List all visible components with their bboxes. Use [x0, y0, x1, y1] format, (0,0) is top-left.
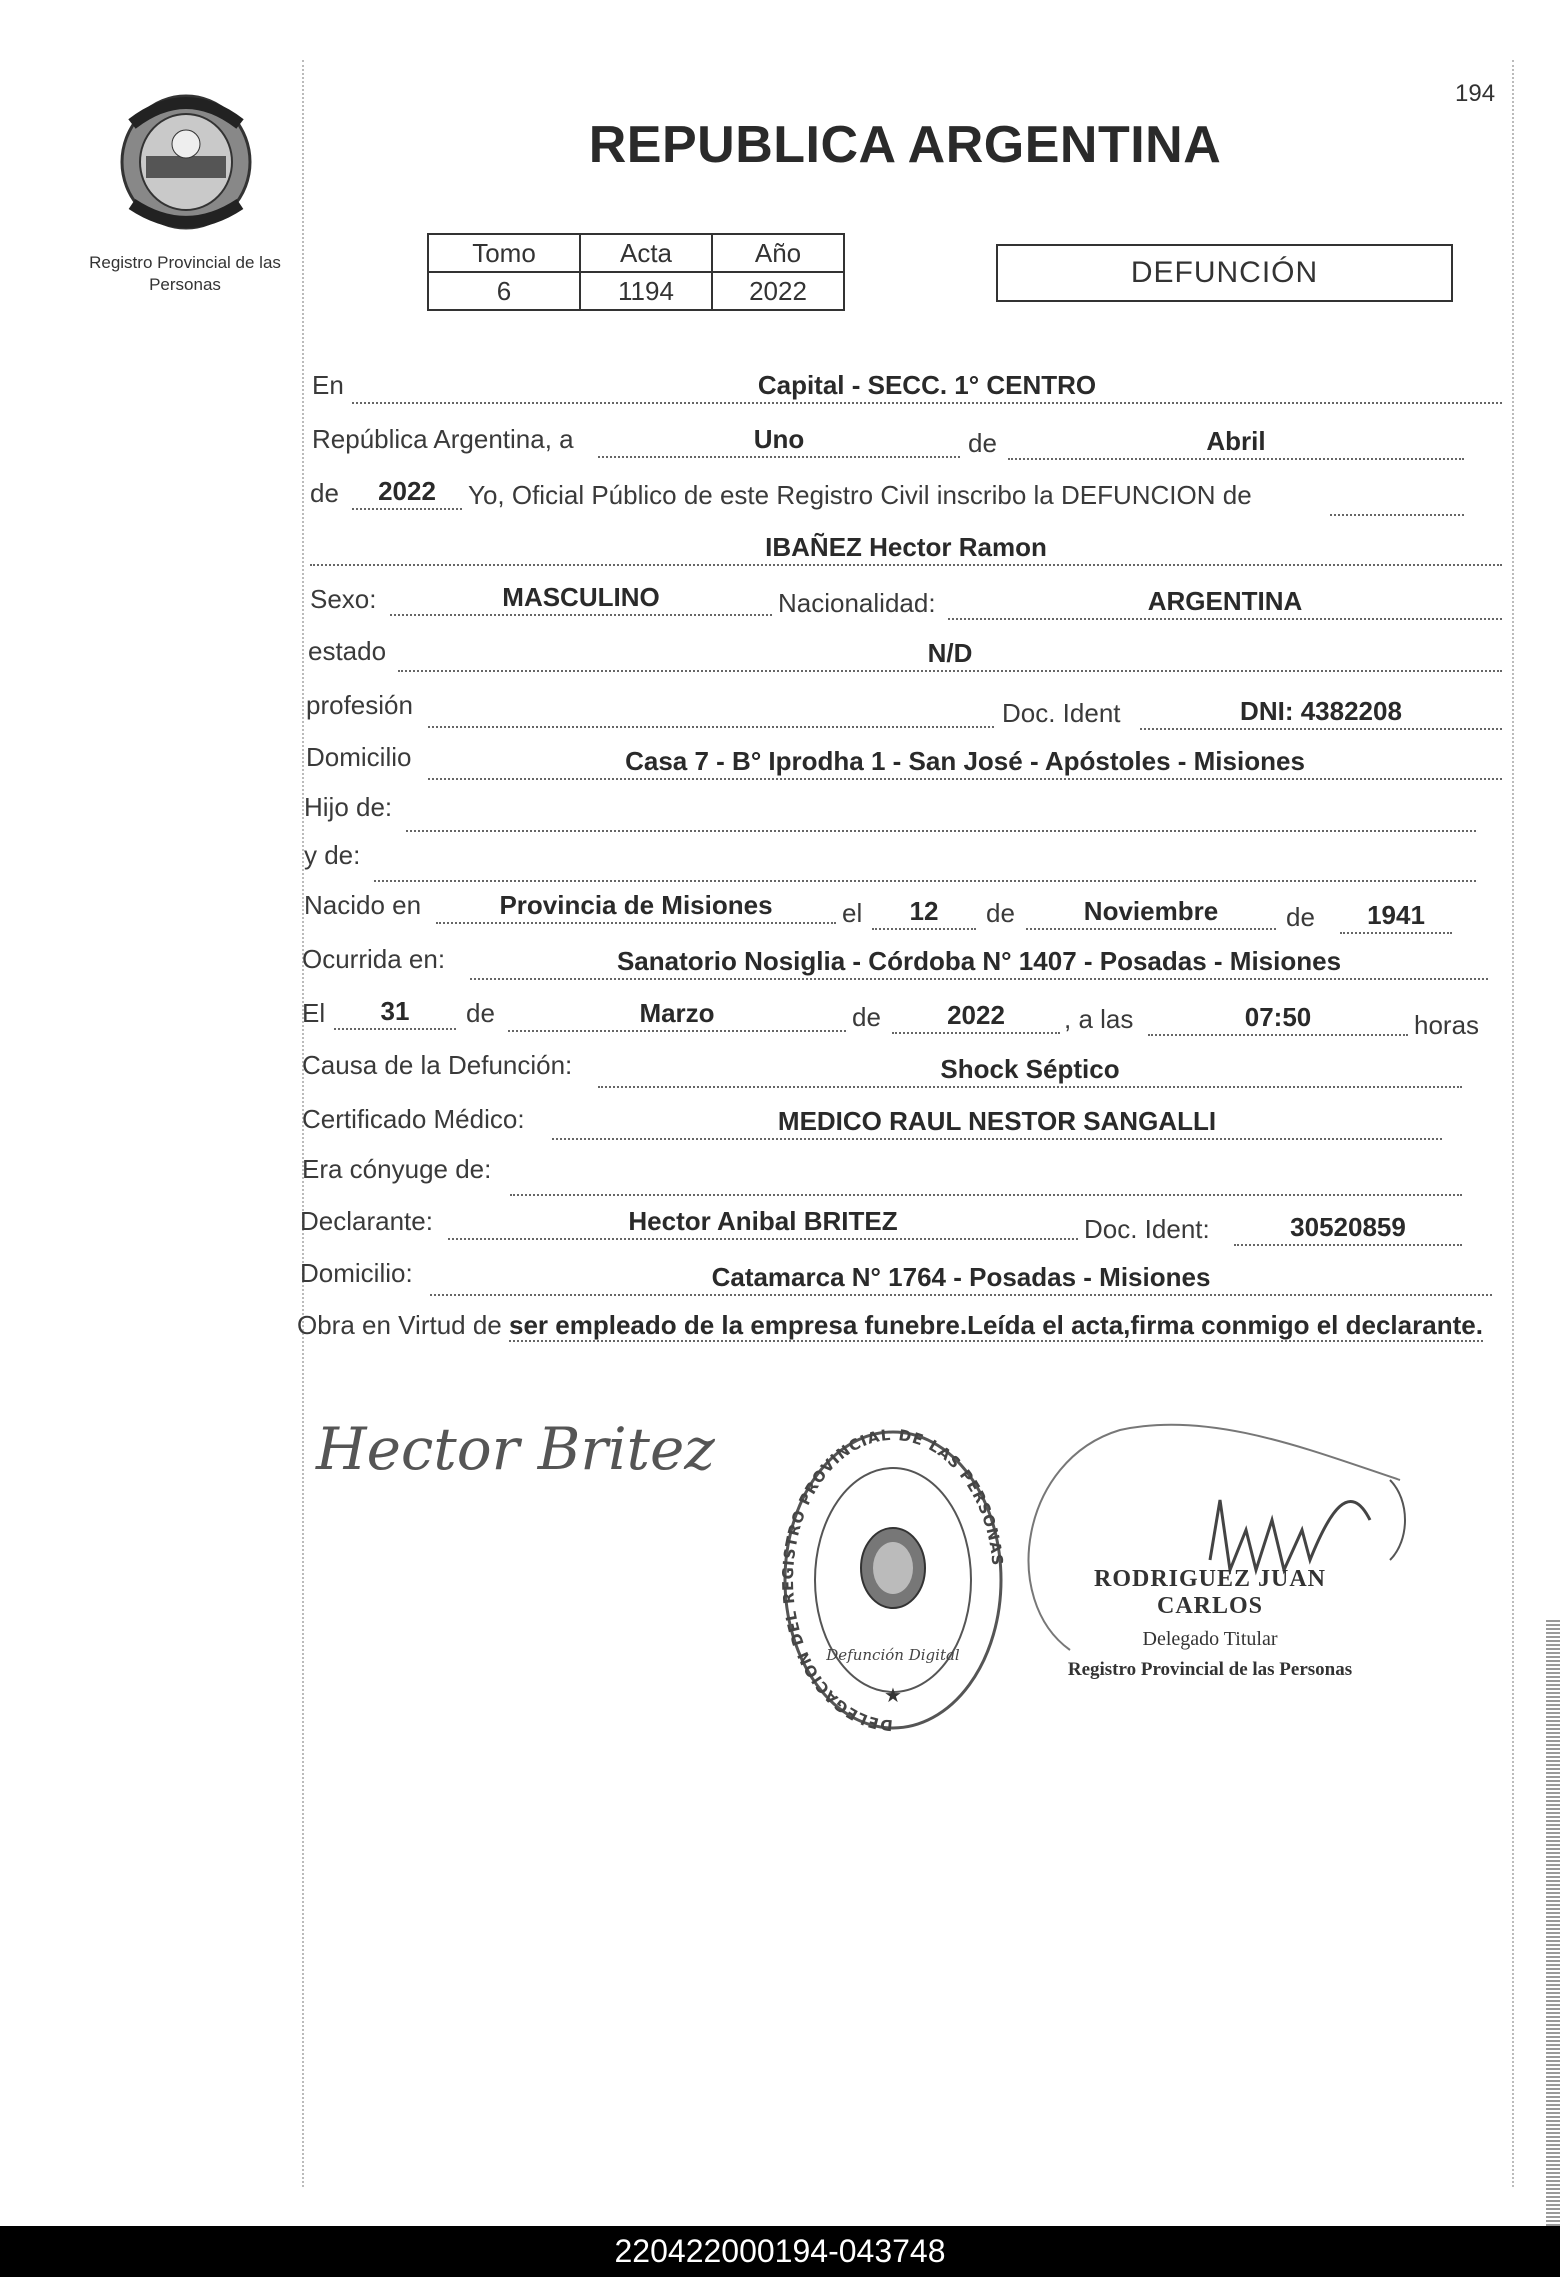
- label-y-de: y de:: [304, 840, 361, 870]
- label-el-2: El: [302, 998, 326, 1028]
- official-stamp: [778, 1420, 1008, 1740]
- label-de-5: de: [466, 998, 495, 1028]
- header-tomo: Tomo: [428, 234, 580, 272]
- label-de-1: de: [968, 428, 997, 458]
- field-domicilio: Casa 7 - B° Iprodha 1 - San José - Apóstoles - Misiones: [428, 744, 1502, 780]
- right-margin-line: [1512, 60, 1514, 2187]
- field-mes: Abril: [1008, 424, 1464, 460]
- field-nacionalidad: ARGENTINA: [948, 584, 1502, 620]
- field-ocurrida-en: Sanatorio Nosiglia - Córdoba N° 1407 - Posadas - Misiones: [470, 944, 1488, 980]
- logo-caption: Registro Provincial de las Personas: [89, 253, 281, 294]
- footer-document-id: 220422000194-043748: [0, 2226, 1560, 2277]
- field-nac-dia: 12: [872, 894, 976, 930]
- field-blank-tail: [1330, 480, 1464, 516]
- delegado-name: RODRIGUEZ JUAN CARLOS: [1093, 1566, 1326, 1619]
- header-acta: Acta: [580, 234, 712, 272]
- label-declarante: Declarante:: [300, 1206, 433, 1236]
- label-de-4: de: [1286, 902, 1315, 932]
- page-number: 194: [1455, 80, 1496, 107]
- delegado-block: [1040, 1566, 1380, 1681]
- page-title: REPUBLICA ARGENTINA: [588, 116, 1222, 174]
- field-causa: Shock Séptico: [598, 1052, 1462, 1088]
- label-horas: horas: [1414, 1010, 1480, 1040]
- label-conyuge: Era cónyuge de:: [302, 1154, 492, 1184]
- label-profesion: profesión: [306, 690, 413, 720]
- register-table: [427, 233, 845, 311]
- label-domicilio: Domicilio: [306, 742, 412, 772]
- delegado-title: Delegado Titular: [1142, 1628, 1278, 1650]
- delegado-org: Registro Provincial de las Personas: [1067, 1659, 1353, 1680]
- value-anio: 2022: [712, 272, 844, 310]
- field-certificado: MEDICO RAUL NESTOR SANGALLI: [552, 1104, 1442, 1140]
- field-profesion: [428, 692, 994, 728]
- label-a-las: , a las: [1064, 1004, 1134, 1034]
- field-dia: Uno: [598, 422, 960, 458]
- misiones-coat-of-arms-logo: [112, 84, 260, 234]
- field-nombre: IBAÑEZ Hector Ramon: [310, 530, 1502, 566]
- label-estado: estado: [308, 636, 387, 666]
- field-nac-anio: 1941: [1340, 898, 1452, 934]
- field-def-mes: Marzo: [508, 996, 846, 1032]
- field-declarante-doc: 30520859: [1234, 1210, 1462, 1246]
- label-yo: Yo, Oficial Público de este Registro Civil inscribo la DEFUNCION de: [468, 480, 1252, 510]
- label-doc-ident: Doc. Ident: [1002, 698, 1121, 728]
- label-hijo-de: Hijo de:: [304, 792, 393, 822]
- field-declarante-domicilio: Catamarca N° 1764 - Posadas - Misiones: [430, 1260, 1492, 1296]
- label-causa: Causa de la Defunción:: [302, 1050, 573, 1080]
- label-ocurrida-en: Ocurrida en:: [302, 944, 446, 974]
- field-anio: 2022: [352, 474, 462, 510]
- field-nacido-en: Provincia de Misiones: [436, 888, 836, 924]
- field-conyuge: [510, 1160, 1462, 1196]
- field-hijo-de: [406, 796, 1476, 832]
- field-sexo: MASCULINO: [390, 580, 772, 616]
- declarante-signature: Hector Britez: [316, 1415, 715, 1483]
- value-acta: 1194: [580, 272, 712, 310]
- field-y-de: [374, 846, 1476, 882]
- label-de-6: de: [852, 1002, 881, 1032]
- stamp-ring-text: DELEGACION DEL REGISTRO PROVINCIAL DE LAS PERSONAS: [778, 1425, 1007, 1735]
- document-type-box: DEFUNCIÓN: [996, 244, 1453, 302]
- field-obra: ser empleado de la empresa funebre.Leída el acta,firma conmigo el declarante.: [509, 1310, 1483, 1340]
- field-lugar: Capital - SECC. 1° CENTRO: [352, 368, 1502, 404]
- label-domicilio-2: Domicilio:: [300, 1258, 413, 1288]
- field-def-anio: 2022: [892, 998, 1060, 1034]
- field-estado: N/D: [398, 636, 1502, 672]
- scan-edge-stripe: [1546, 1620, 1560, 2226]
- header-anio: Año: [712, 234, 844, 272]
- obra-en-virtud: [297, 1306, 1492, 1344]
- label-sexo: Sexo:: [310, 584, 377, 614]
- label-el: el: [842, 898, 863, 928]
- label-obra: Obra en Virtud de: [297, 1310, 502, 1340]
- label-doc-ident-2: Doc. Ident:: [1084, 1214, 1210, 1244]
- label-en: En: [312, 370, 344, 400]
- label-de-2: de: [310, 478, 339, 508]
- field-declarante: Hector Anibal BRITEZ: [448, 1204, 1078, 1240]
- label-de-3: de: [986, 898, 1015, 928]
- label-nacionalidad: Nacionalidad:: [778, 588, 936, 618]
- stamp-star-icon: ★: [884, 1685, 902, 1707]
- field-hora: 07:50: [1148, 1000, 1408, 1036]
- field-def-dia: 31: [334, 994, 456, 1030]
- label-nacido-en: Nacido en: [304, 890, 422, 920]
- field-doc: DNI: 4382208: [1140, 694, 1502, 730]
- stamp-inner-text: Defunción Digital: [826, 1646, 960, 1664]
- field-nac-mes: Noviembre: [1026, 894, 1276, 930]
- label-republica: República Argentina, a: [312, 424, 574, 454]
- value-tomo: 6: [428, 272, 580, 310]
- label-certificado: Certificado Médico:: [302, 1104, 525, 1134]
